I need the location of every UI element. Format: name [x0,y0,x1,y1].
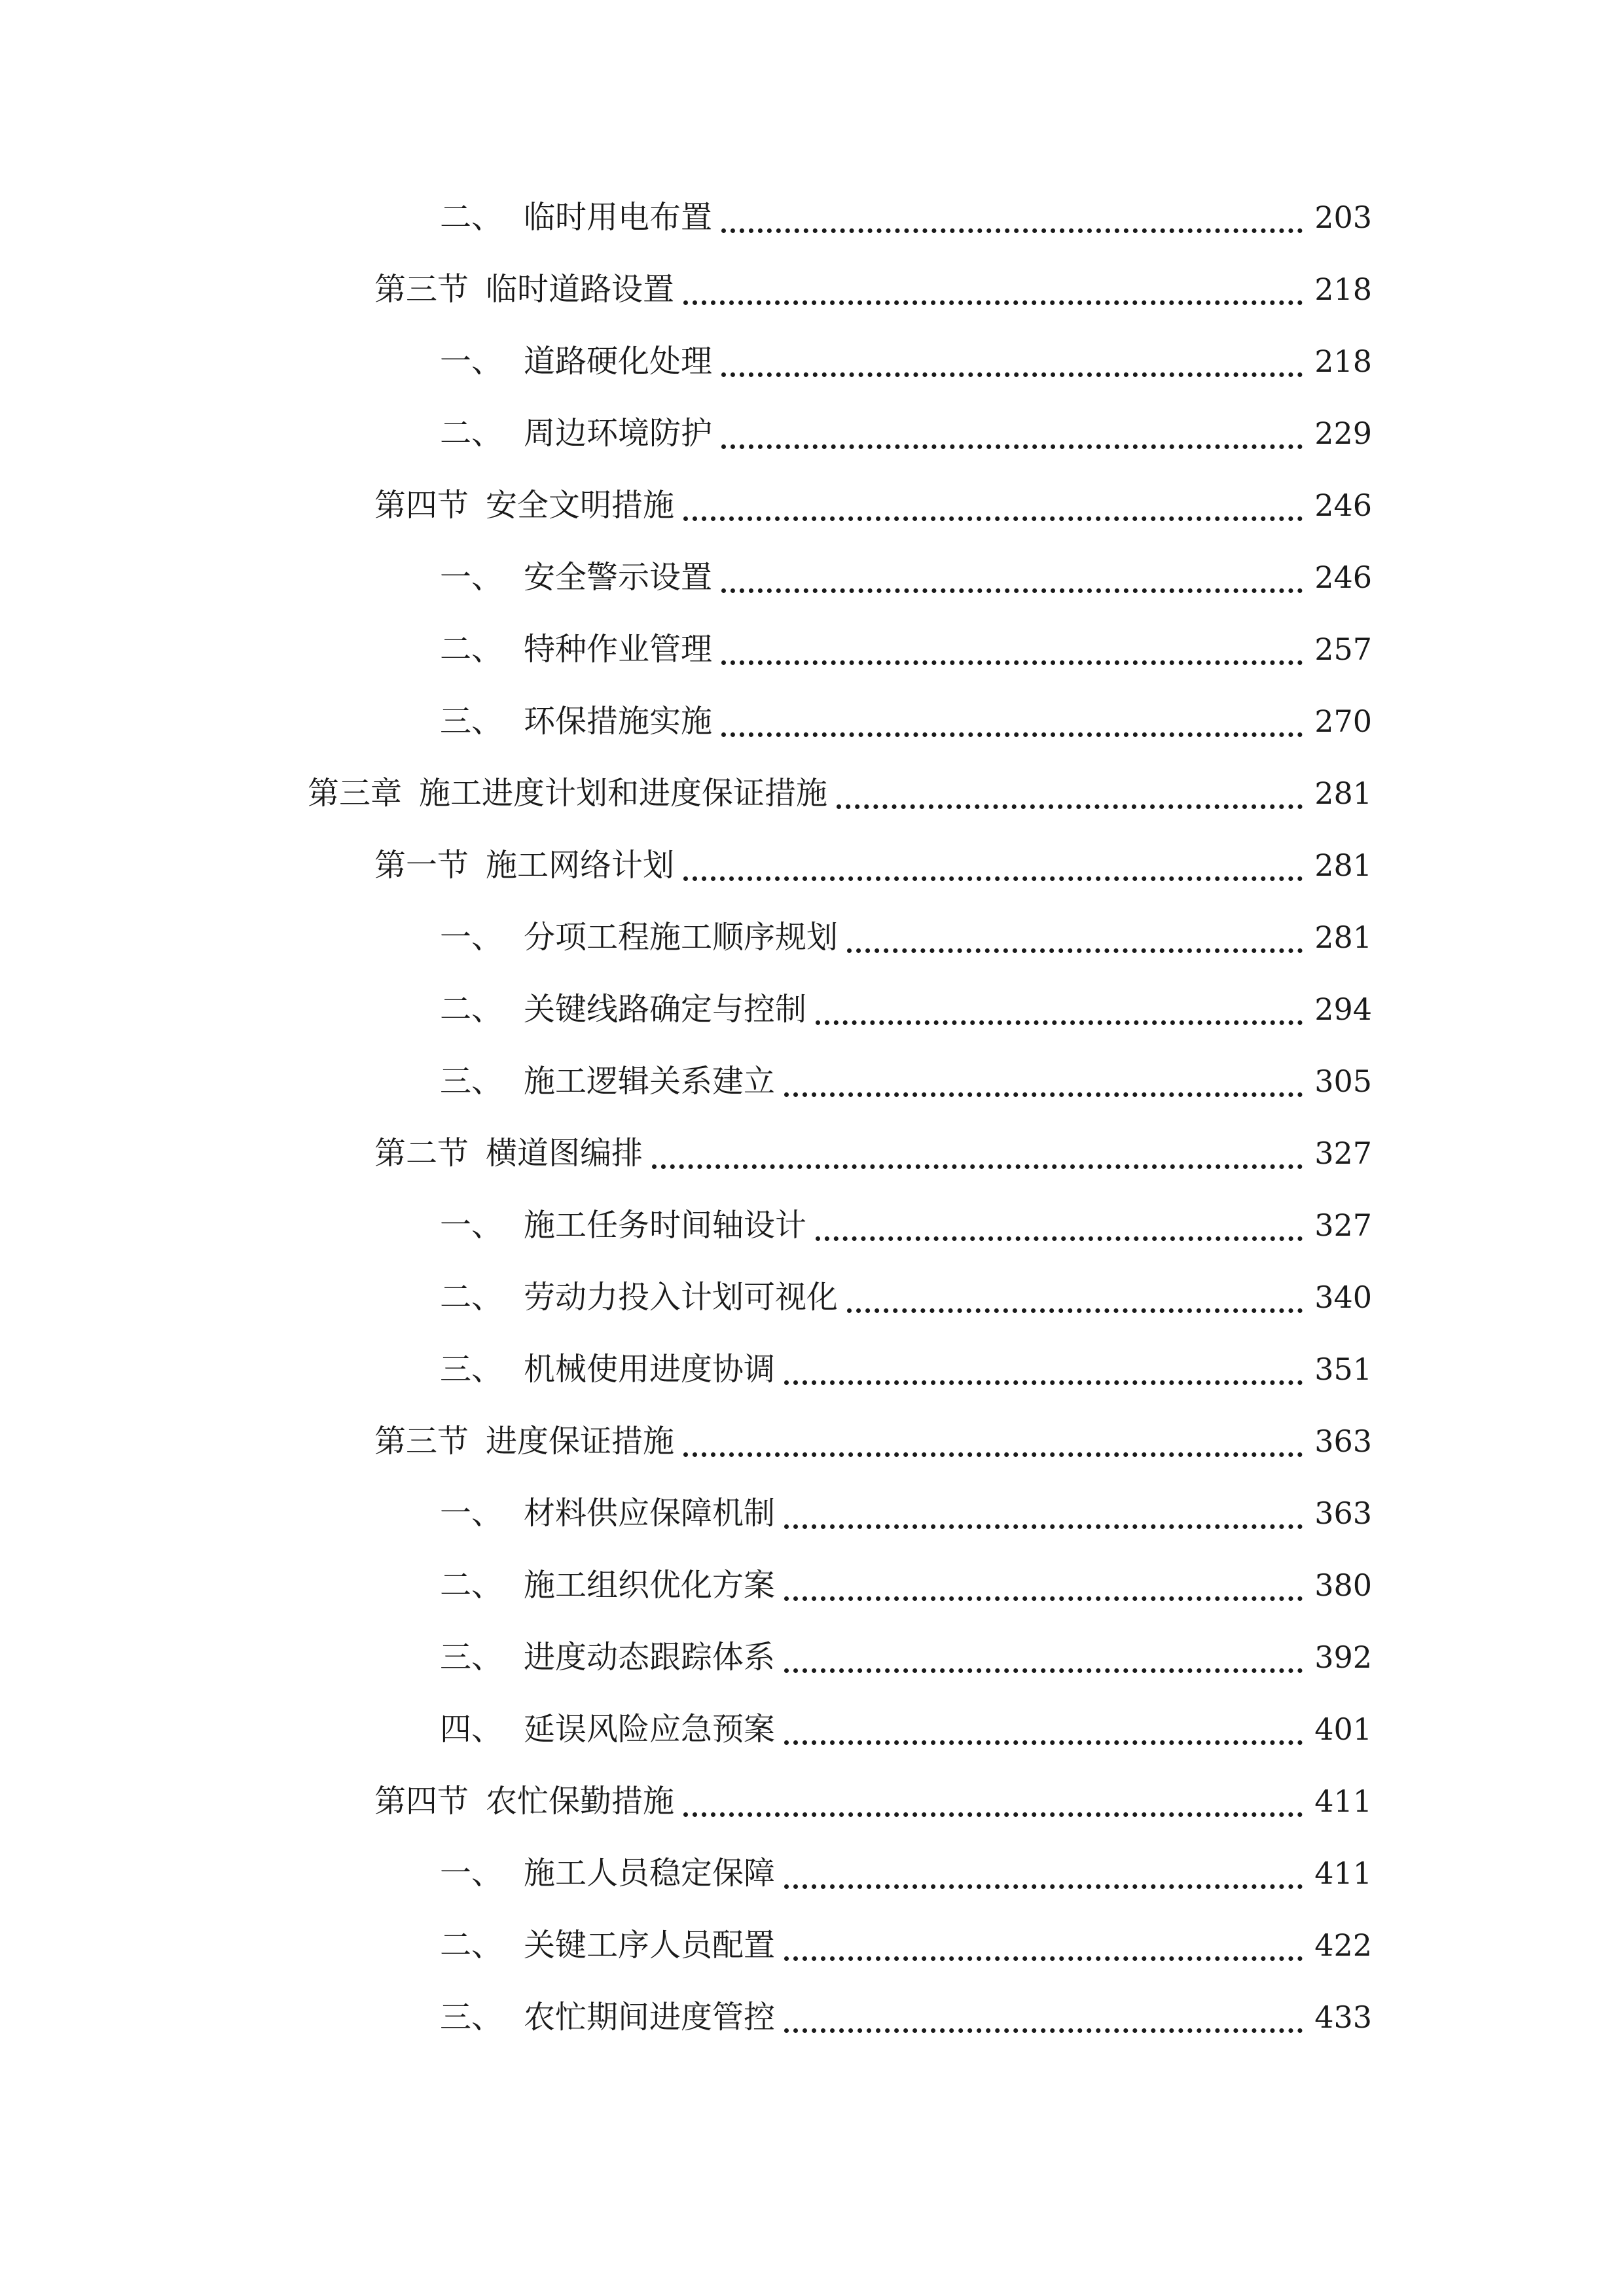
toc-entry[interactable] [440,1991,1372,2043]
dot-leader [847,1277,1303,1313]
toc-entry-page: 433 [1314,2000,1372,2035]
toc-entry-title: 农忙保勤措施 [486,1783,675,1820]
toc-entry-title: 安全文明措施 [486,487,675,524]
toc-entry[interactable] [374,479,1372,531]
toc-entry-number: 二、 [440,1567,503,1604]
toc-entry-title: 关键线路确定与控制 [524,991,807,1028]
dot-leader [683,1781,1303,1817]
toc-entry-title: 进度动态跟踪体系 [524,1639,776,1676]
toc-entry-number: 二、 [440,1927,503,1964]
toc-entry[interactable] [374,1415,1372,1467]
toc-entry[interactable] [440,407,1372,459]
toc-entry-page: 351 [1314,1352,1372,1387]
toc-entry-page: 327 [1314,1136,1372,1171]
toc-entry-title: 农忙期间进度管控 [524,1999,776,2036]
toc-entry[interactable] [374,1775,1372,1827]
toc-entry-page: 246 [1314,488,1372,523]
toc-entry[interactable] [440,1199,1372,1251]
toc-entry-page: 281 [1314,848,1372,883]
dot-leader [652,1133,1303,1169]
dot-leader [784,1061,1303,1097]
dot-leader [721,341,1303,377]
toc-entry-title: 安全警示设置 [524,559,713,596]
toc-entry-number: 一、 [440,1495,503,1532]
toc-entry-page: 305 [1314,1064,1372,1099]
toc-entry-number: 三、 [440,1639,503,1676]
toc-entry-page: 401 [1314,1712,1372,1747]
toc-entry-title: 施工人员稳定保障 [524,1855,776,1892]
toc-entry[interactable] [440,1847,1372,1899]
dot-leader [816,989,1303,1025]
toc-entry-number: 二、 [440,991,503,1028]
toc-entry-title: 关键工序人员配置 [524,1927,776,1964]
toc-entry[interactable] [440,1343,1372,1395]
dot-leader [683,269,1303,305]
toc-entry-number: 二、 [440,1279,503,1316]
toc-entry-number: 一、 [440,343,503,380]
toc-entry[interactable] [440,1703,1372,1755]
toc-entry-page: 257 [1314,632,1372,667]
dot-leader [784,1493,1303,1529]
dot-leader [683,845,1303,881]
dot-leader [784,1997,1303,2033]
toc-entry-page: 294 [1314,992,1372,1027]
toc-entry-page: 363 [1314,1496,1372,1531]
toc-entry[interactable] [440,551,1372,603]
toc-entry-page: 327 [1314,1208,1372,1243]
toc-entry-number: 第二节 [374,1135,469,1172]
toc-entry-number: 第三节 [374,1423,469,1460]
toc-entry-page: 392 [1314,1640,1372,1675]
toc-entry-title: 分项工程施工顺序规划 [524,919,839,956]
toc-entry[interactable] [440,983,1372,1035]
toc-entry-title: 临时道路设置 [486,271,675,308]
dot-leader [784,1925,1303,1961]
dot-leader [721,701,1303,737]
toc-entry-title: 进度保证措施 [486,1423,675,1460]
toc-entry-title: 延误风险应急预案 [524,1711,776,1748]
toc-entry-title: 施工任务时间轴设计 [524,1207,807,1244]
dot-leader [721,413,1303,449]
dot-leader [784,1637,1303,1673]
dot-leader [683,1421,1303,1457]
toc-entry-title: 材料供应保障机制 [524,1495,776,1532]
dot-leader [816,1205,1303,1241]
toc-entry-number: 一、 [440,1855,503,1892]
toc-entry-page: 246 [1314,560,1372,595]
toc-entry-number: 一、 [440,559,503,596]
toc-entry-page: 340 [1314,1280,1372,1315]
toc-entry-number: 一、 [440,919,503,956]
toc-entry-title: 机械使用进度协调 [524,1351,776,1388]
toc-entry[interactable] [440,695,1372,747]
toc-entry-page: 281 [1314,920,1372,955]
toc-entry-title: 施工组织优化方案 [524,1567,776,1604]
dot-leader [721,197,1303,233]
toc-entry-page: 380 [1314,1568,1372,1603]
toc-entry-page: 422 [1314,1928,1372,1963]
toc-entry-title: 劳动力投入计划可视化 [524,1279,839,1316]
toc-entry-page: 218 [1314,272,1372,307]
toc-entry[interactable] [440,335,1372,387]
toc-entry-number: 一、 [440,1207,503,1244]
toc-entry[interactable] [374,263,1372,315]
dot-leader [683,485,1303,521]
dot-leader [784,1853,1303,1889]
dot-leader [784,1349,1303,1385]
toc-entry-number: 三、 [440,703,503,740]
dot-leader [837,773,1303,809]
dot-leader [721,557,1303,593]
toc-entry-number: 四、 [440,1711,503,1748]
dot-leader [784,1565,1303,1601]
toc-entry[interactable] [440,623,1372,675]
toc-entry-number: 三、 [440,1063,503,1100]
toc-entry-title: 环保措施实施 [524,703,713,740]
toc-entry-page: 363 [1314,1424,1372,1459]
toc-entry-page: 218 [1314,344,1372,379]
toc-entry-page: 203 [1314,200,1372,235]
toc-entry-number: 二、 [440,631,503,668]
toc-entry-page: 411 [1314,1856,1372,1891]
toc-entry-number: 第四节 [374,487,469,524]
toc-entry-number: 第三节 [374,271,469,308]
toc-entry-number: 二、 [440,415,503,452]
toc-entry-page: 411 [1314,1784,1372,1819]
toc-entry[interactable] [440,1559,1372,1611]
dot-leader [721,629,1303,665]
toc-entry-page: 281 [1314,776,1372,811]
toc-entry-title: 施工进度计划和进度保证措施 [419,775,828,812]
toc-entry-number: 三、 [440,1351,503,1388]
dot-leader [847,917,1303,953]
toc-entry-number: 第四节 [374,1783,469,1820]
toc-entry-title: 施工网络计划 [486,847,675,884]
dot-leader [784,1709,1303,1745]
toc-entry[interactable] [440,1271,1372,1323]
toc-entry[interactable] [440,1487,1372,1539]
toc-entry-number: 第三章 [308,775,403,812]
toc-entry-number: 第一节 [374,847,469,884]
toc-entry-title: 周边环境防护 [524,415,713,452]
toc-entry[interactable] [440,911,1372,963]
toc-entry[interactable] [374,1127,1372,1179]
toc-entry-number: 二、 [440,199,503,236]
toc-entry-page: 270 [1314,704,1372,739]
toc-entry[interactable] [440,1631,1372,1683]
toc-entry-title: 临时用电布置 [524,199,713,236]
toc-entry[interactable] [440,1055,1372,1107]
toc-entry[interactable] [308,767,1372,819]
toc-entry-title: 特种作业管理 [524,631,713,668]
toc-entry-page: 229 [1314,416,1372,451]
toc-entry-title: 道路硬化处理 [524,343,713,380]
toc-entry-title: 施工逻辑关系建立 [524,1063,776,1100]
toc-entry-number: 三、 [440,1999,503,2036]
toc-entry[interactable] [440,1919,1372,1971]
toc-entry-title: 横道图编排 [486,1135,643,1172]
toc-entry[interactable] [374,839,1372,891]
toc-entry[interactable] [440,191,1372,243]
